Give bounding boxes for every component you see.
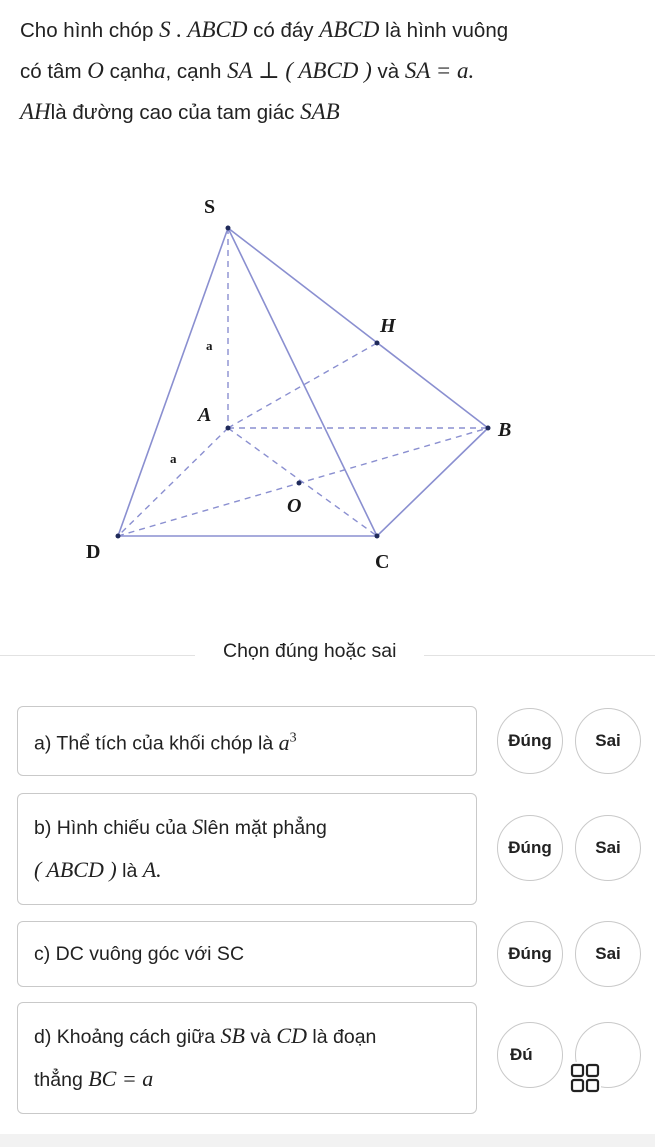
bottom-bar [0, 1134, 655, 1147]
problem-text: Cho hình chóp [20, 19, 154, 42]
segment-ah [228, 343, 377, 428]
edge-cb [377, 428, 488, 536]
edge-sb [228, 228, 488, 428]
question-c-label: c) DC vuông góc với SC [34, 943, 245, 965]
problem-text: có tâm [20, 60, 82, 83]
problem-line-1 [20, 10, 640, 51]
math-side: a [154, 58, 166, 83]
math-center: O [87, 58, 104, 83]
label-s: S [204, 196, 216, 218]
problem-text: có đáy [253, 19, 314, 42]
question-b-true-button[interactable]: Đúng [497, 815, 563, 881]
question-d-line-2: thẳng BC = a [34, 1066, 154, 1091]
question-b-line-1: b) Hình chiếu của Slên mặt phẳng [34, 814, 327, 839]
label-side-ad: a [170, 451, 177, 466]
label-o: O [287, 495, 302, 517]
question-d [17, 1002, 477, 1114]
problem-line-3 [20, 92, 640, 133]
question-a [17, 706, 477, 776]
point-c [375, 534, 380, 539]
question-a-text [34, 717, 460, 764]
label-b: B [498, 419, 512, 441]
question-d-line-1: d) Khoảng cách giữa SB và CD là đoạn [34, 1023, 377, 1048]
math-sa: SA = a. [404, 58, 475, 83]
point-d [116, 534, 121, 539]
math-ah: AH [20, 99, 51, 124]
label-a: A [198, 404, 212, 426]
problem-text: là đường cao của tam giác [50, 101, 295, 124]
math-pyramid: S . ABCD [159, 17, 248, 42]
question-c-true-button[interactable]: Đúng [497, 921, 563, 987]
question-b-false-button[interactable]: Sai [575, 815, 641, 881]
question-d-true-button[interactable]: Đú [497, 1022, 563, 1088]
problem-text: và [377, 60, 400, 83]
edge-sd [118, 228, 228, 536]
point-s [226, 226, 231, 231]
point-b [486, 426, 491, 431]
label-h: H [380, 315, 396, 337]
question-b [17, 793, 477, 905]
question-c-false-button[interactable]: Sai [575, 921, 641, 987]
question-b-line-2: ( ABCD ) là A. [34, 857, 162, 882]
problem-statement [20, 10, 640, 133]
point-o [297, 481, 302, 486]
point-h [375, 341, 380, 346]
question-c [17, 921, 477, 987]
grid-icon[interactable] [567, 1060, 603, 1096]
problem-text: cạnh [109, 60, 155, 83]
question-a-false-button[interactable]: Sai [575, 708, 641, 774]
math-base: ABCD [319, 17, 380, 42]
math-sab: SAB [300, 99, 340, 124]
problem-text: là hình vuông [385, 19, 509, 42]
section-title: Chọn đúng hoặc sai [195, 640, 424, 663]
point-a [226, 426, 231, 431]
label-d: D [86, 541, 101, 563]
math-perp: SA ⊥ ( ABCD ) [227, 58, 372, 83]
label-c: C [375, 551, 390, 573]
math-volume: $a^3$ [278, 729, 297, 755]
solid-edges [118, 228, 488, 536]
pyramid-figure [0, 180, 655, 600]
point-labels [86, 196, 511, 573]
edge-sc [228, 228, 377, 536]
label-side-sa: a [206, 338, 213, 353]
question-a-label: a) Thể tích của khối chóp là [34, 732, 274, 755]
problem-text: , cạnh [165, 60, 222, 83]
question-a-true-button[interactable]: Đúng [497, 708, 563, 774]
problem-line-2 [20, 51, 640, 92]
